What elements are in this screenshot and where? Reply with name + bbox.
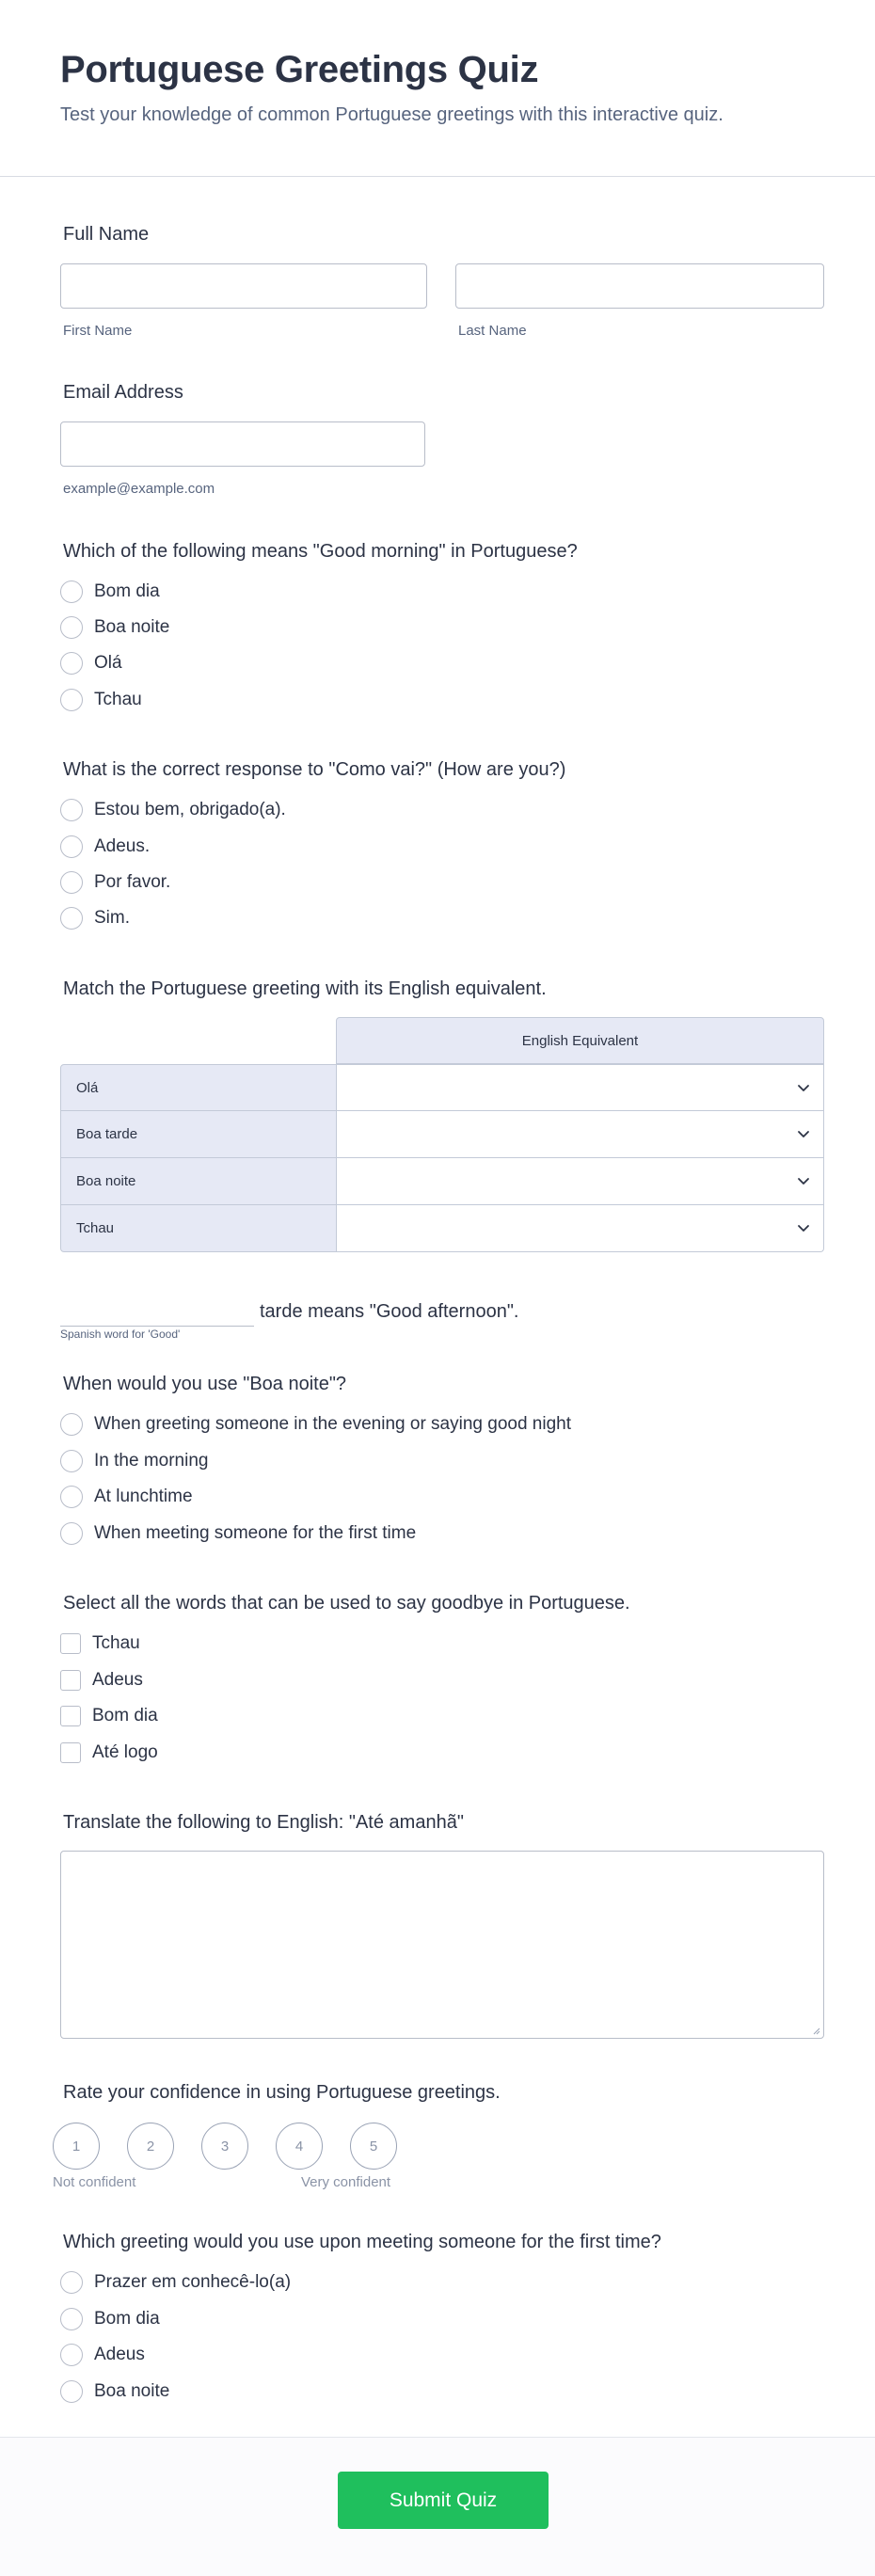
q5-label: Which greeting would you use upon meeting someone for the first time? [63,2232,661,2252]
q5-option[interactable]: Bom dia [60,2307,160,2331]
q1-option[interactable]: Olá [60,651,122,676]
fill-blank-text: tarde means "Good afternoon". [260,1301,519,1322]
q4-option[interactable]: Tchau [60,1631,140,1656]
q2-option[interactable]: Adeus. [60,835,150,859]
q2-option[interactable]: Por favor. [60,870,170,895]
first-name-input[interactable] [60,263,427,309]
matrix-dropdown[interactable] [336,1205,824,1252]
matrix-label: Match the Portuguese greeting with its English equivalent. [63,978,547,999]
email-hint: example@example.com [63,481,215,497]
q3-option[interactable]: When greeting someone in the evening or saying good night [60,1412,571,1437]
radio-button[interactable] [60,616,83,639]
radio-button[interactable] [60,2344,83,2366]
radio-button[interactable] [60,1486,83,1508]
q3-option[interactable]: When meeting someone for the first time [60,1521,416,1546]
radio-button[interactable] [60,799,83,821]
matrix-row-label: Olá [60,1064,337,1111]
radio-button[interactable] [60,1413,83,1436]
radio-button[interactable] [60,1450,83,1472]
matrix-dropdown[interactable] [336,1158,824,1205]
matrix-column-header: English Equivalent [336,1017,824,1064]
q4-option[interactable]: Até logo [60,1741,158,1765]
email-label: Email Address [63,382,183,403]
radio-button[interactable] [60,580,83,603]
translate-label: Translate the following to English: "Até amanhã" [63,1812,464,1833]
q5-option[interactable]: Prazer em conhecê-lo(a) [60,2270,291,2295]
submit-button[interactable]: Submit Quiz [338,2472,549,2529]
checkbox[interactable] [60,1633,81,1654]
rating-option-4[interactable]: 4 [276,2123,323,2170]
q1-option[interactable]: Tchau [60,688,142,712]
translate-textarea[interactable] [60,1851,824,2039]
fill-blank-input[interactable] [60,1326,254,1327]
form-subtitle: Test your knowledge of common Portuguese greetings with this interactive quiz. [60,104,724,125]
matrix-table [60,1017,824,1252]
rating-option-5[interactable]: 5 [350,2123,397,2170]
q1-option[interactable]: Bom dia [60,580,160,604]
rating-high-caption: Very confident [301,2174,391,2190]
q2-option[interactable]: Estou bem, obrigado(a). [60,798,286,822]
matrix-row-label: Tchau [60,1205,337,1252]
q2-label: What is the correct response to "Como vai?" (How are you?) [63,759,566,780]
form-title: Portuguese Greetings Quiz [60,49,539,90]
q3-option[interactable]: In the morning [60,1449,208,1473]
radio-button[interactable] [60,689,83,711]
resize-handle-icon[interactable] [811,2026,820,2035]
matrix-dropdown[interactable] [336,1064,824,1111]
last-name-input[interactable] [455,263,824,309]
checkbox[interactable] [60,1670,81,1691]
radio-button[interactable] [60,2380,83,2403]
q4-label: Select all the words that can be used to say goodbye in Portuguese. [63,1593,630,1614]
radio-button[interactable] [60,871,83,894]
q3-option[interactable]: At lunchtime [60,1485,193,1509]
chevron-down-icon [795,1079,812,1096]
radio-button[interactable] [60,907,83,930]
matrix-row-label: Boa noite [60,1158,337,1205]
chevron-down-icon [795,1125,812,1142]
form-header [0,0,875,177]
fill-blank-hint: Spanish word for 'Good' [60,1328,181,1341]
full-name-label: Full Name [63,224,150,245]
rating-low-caption: Not confident [53,2174,136,2190]
q1-label: Which of the following means "Good morning" in Portuguese? [63,541,578,562]
rating-option-3[interactable]: 3 [201,2123,248,2170]
rating-option-1[interactable]: 1 [53,2123,100,2170]
chevron-down-icon [795,1219,812,1236]
radio-button[interactable] [60,652,83,675]
radio-button[interactable] [60,1522,83,1545]
radio-button[interactable] [60,835,83,858]
q5-option[interactable]: Adeus [60,2343,145,2367]
radio-button[interactable] [60,2308,83,2330]
radio-button[interactable] [60,2271,83,2294]
rating-option-2[interactable]: 2 [127,2123,174,2170]
q2-option[interactable]: Sim. [60,906,130,930]
email-input[interactable] [60,421,425,467]
checkbox[interactable] [60,1706,81,1726]
last-name-sublabel: Last Name [458,323,527,339]
q3-label: When would you use "Boa noite"? [63,1374,347,1394]
checkbox[interactable] [60,1742,81,1763]
q4-option[interactable]: Bom dia [60,1704,158,1728]
matrix-dropdown[interactable] [336,1111,824,1158]
chevron-down-icon [795,1172,812,1189]
rating-label: Rate your confidence in using Portuguese greetings. [63,2082,501,2103]
first-name-sublabel: First Name [63,323,133,339]
q1-option[interactable]: Boa noite [60,615,169,640]
q5-option[interactable]: Boa noite [60,2379,169,2404]
matrix-row-label: Boa tarde [60,1111,337,1158]
q4-option[interactable]: Adeus [60,1668,143,1693]
